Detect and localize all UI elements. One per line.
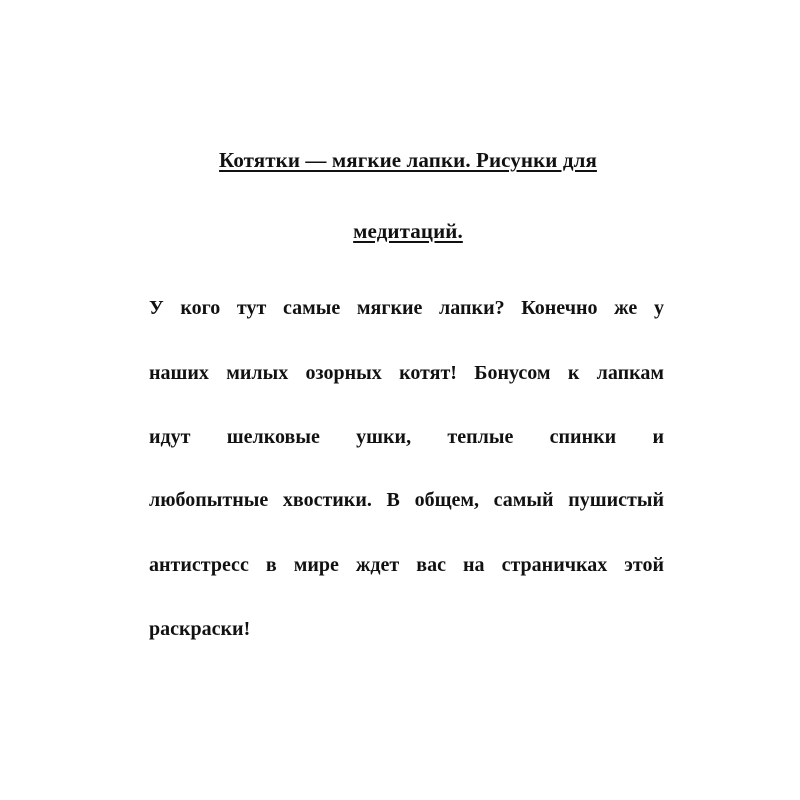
body-text-line-1: У кого тут самые мягкие лапки? Конечно же у [149,297,664,319]
body-text-line-4: любопытные хвостики. В общем, самый пушистый [149,489,664,511]
body-text-line-5: антистресс в мире ждет вас на страничках этой [149,554,664,576]
body-text-line-3: идут шелковые ушки, теплые спинки и [149,426,664,448]
document-title-line-1: Котятки — мягкие лапки. Рисунки для [219,148,597,172]
document-title-line-2: медитаций. [353,219,463,243]
body-text-line-6: раскраски! [149,618,251,640]
body-text-line-2: наших милых озорных котят! Бонусом к лапкам [149,362,664,384]
